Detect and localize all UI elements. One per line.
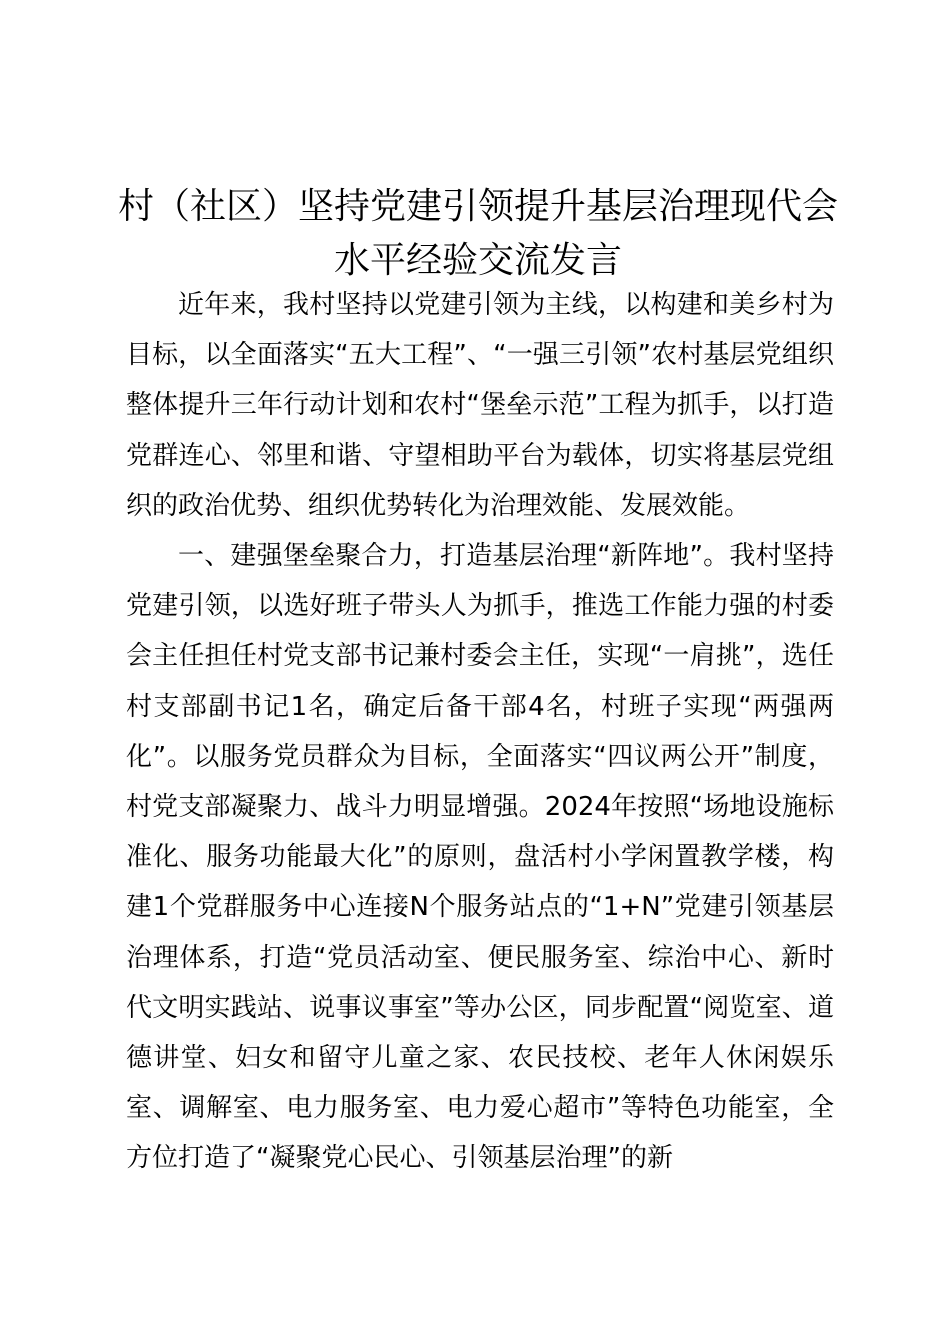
paragraph-intro: 近年来，我村坚持以党建引领为主线，以构建和美乡村为目标，以全面落实“五大工程”、“一强三引领”农村基层党组织整体提升三年行动计划和农村“堡垒示范”工程为抓手，以打造党群连心、邻里和谐、守望相助平台为载体，切实将基层党组织的政治优势、组织优势转化为治理效能、发展效能。 [126, 290, 834, 521]
paragraph-section-1: 一、建强堡垒聚合力，打造基层治理“新阵地”。我村坚持党建引领，以选好班子带头人为抓手，推选工作能力强的村委会主任担任村党支部书记兼村委会主任，实现“一肩挑”，选任村支部副书记1名，确定后备干部4名，村班子实现“两强两化”。以服务党员群众为目标，全面落实“四议两公开”制度，村党支部凝聚力、战斗力明显增强。2024年按照“场地设施标准化、服务功能最大化”的原则，盘活村小学闲置教学楼，构建1个党群服务中心连接N个服务站点的“1+N”党建引领基层治理体系，打造“党员活动室、便民服务室、综治中心、新时代文明实践站、说事议事室”等办公区，同步配置“阅览室、道德讲堂、妇女和留守儿童之家、农民技校、老年人休闲娱乐室、调解室、电力服务室、电力爱心超市”等特色功能室，全方位打造了“凝聚党心民心、引领基层治理”的新 [126, 541, 834, 1174]
document-title: 村（社区）坚持党建引领提升基层治理现代会水平经验交流发言 [118, 186, 839, 281]
document-body [126, 280, 834, 1184]
